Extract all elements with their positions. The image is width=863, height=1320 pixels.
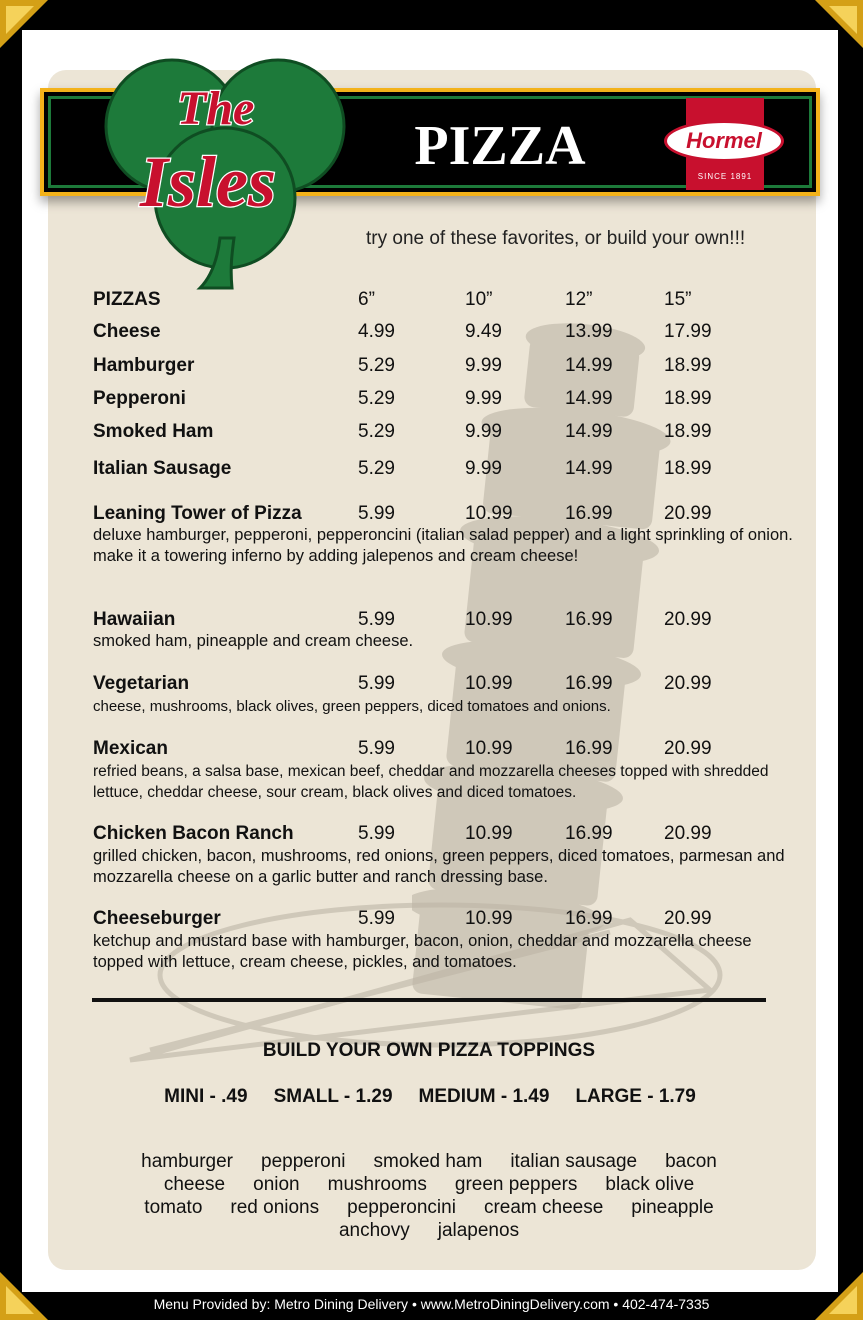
the-isles-shamrock-logo (82, 48, 367, 290)
price-15: 18.99 (664, 355, 712, 376)
price-10: 10.99 (465, 908, 513, 929)
item-description: grilled chicken, bacon, mushrooms, red onions, green peppers, diced tomatoes, parmesan and mozzarella cheese on a garlic butter and ranch dressing base. (93, 847, 785, 886)
menu-item (93, 738, 793, 762)
price-10: 9.49 (465, 321, 502, 342)
menu-item (93, 421, 793, 445)
menu-item (93, 388, 793, 412)
item-name: Leaning Tower of Pizza (93, 503, 302, 524)
price-15: 18.99 (664, 388, 712, 409)
price-12: 14.99 (565, 355, 613, 376)
price-6: 5.99 (358, 823, 395, 844)
topping: tomato (144, 1197, 203, 1218)
size-price-mini: MINI - .49 (164, 1086, 248, 1107)
item-description: deluxe hamburger, pepperoni, pepperoncini (italian salad pepper) and a light sprinkling of onion. make it a towering inferno by adding jalepenos and cream cheese! (93, 526, 793, 565)
price-12: 14.99 (565, 458, 613, 479)
price-15: 20.99 (664, 823, 712, 844)
price-6: 5.99 (358, 673, 395, 694)
header-15-inch: 15” (664, 289, 692, 310)
price-15: 20.99 (664, 609, 712, 630)
topping: cheese (163, 1174, 226, 1195)
price-6: 4.99 (358, 321, 395, 342)
price-12: 16.99 (565, 823, 613, 844)
logo-text-isles: Isles (140, 142, 277, 222)
hormel-brand-text: Hormel (664, 120, 784, 162)
topping: green peppers (454, 1174, 578, 1195)
item-name: Hamburger (93, 355, 195, 376)
price-6: 5.29 (358, 458, 395, 479)
price-15: 20.99 (664, 673, 712, 694)
toppings-list (92, 1150, 766, 1242)
item-name: Cheeseburger (93, 908, 221, 929)
topping: mushrooms (327, 1174, 427, 1195)
topping: onion (253, 1174, 300, 1195)
price-6: 5.99 (358, 908, 395, 929)
menu-item (93, 673, 793, 697)
price-10: 10.99 (465, 673, 513, 694)
price-6: 5.99 (358, 503, 395, 524)
build-your-own-title: BUILD YOUR OWN PIZZA TOPPINGS (262, 1040, 596, 1061)
price-10: 10.99 (465, 738, 513, 759)
price-6: 5.29 (358, 388, 395, 409)
hormel-logo (662, 98, 786, 190)
topping: smoked ham (373, 1151, 483, 1172)
item-description: cheese, mushrooms, black olives, green peppers, diced tomatoes and onions. (93, 698, 611, 715)
topping-size-prices (100, 1086, 760, 1112)
header-12-inch: 12” (565, 289, 593, 310)
topping: jalapenos (437, 1220, 520, 1241)
price-10: 9.99 (465, 421, 502, 442)
price-12: 16.99 (565, 908, 613, 929)
menu-item (93, 609, 793, 633)
price-12: 14.99 (565, 421, 613, 442)
topping: pepperoni (261, 1151, 346, 1172)
menu-item (93, 908, 793, 932)
topping: italian sausage (510, 1151, 638, 1172)
item-name: Cheese (93, 321, 161, 342)
item-name: Mexican (93, 738, 168, 759)
hormel-since-text: SINCE 1891 (697, 172, 753, 181)
topping: hamburger (141, 1151, 234, 1172)
header-pizzas: PIZZAS (93, 289, 161, 310)
price-10: 9.99 (465, 355, 502, 376)
item-description: smoked ham, pineapple and cream cheese. (93, 632, 414, 650)
price-15: 18.99 (664, 458, 712, 479)
price-12: 16.99 (565, 738, 613, 759)
topping: pineapple (631, 1197, 714, 1218)
price-12: 16.99 (565, 503, 613, 524)
price-10: 9.99 (465, 458, 502, 479)
price-6: 5.29 (358, 421, 395, 442)
price-15: 20.99 (664, 738, 712, 759)
item-name: Pepperoni (93, 388, 186, 409)
topping: black olive (605, 1174, 695, 1195)
item-name: Vegetarian (93, 673, 190, 694)
page-title: PIZZA (414, 115, 586, 177)
section-divider (92, 998, 766, 1002)
footer-credits: Menu Provided by: Metro Dining Delivery • www.MetroDiningDelivery.com • 402-474-7335 (153, 1296, 710, 1312)
price-15: 18.99 (664, 421, 712, 442)
price-12: 16.99 (565, 673, 613, 694)
topping: red onions (230, 1197, 320, 1218)
price-12: 16.99 (565, 609, 613, 630)
size-price-small: SMALL - 1.29 (273, 1086, 393, 1107)
logo-text-the: The (177, 82, 255, 135)
menu-item (93, 321, 793, 345)
item-name: Hawaiian (93, 609, 176, 630)
menu-item (93, 503, 793, 527)
size-price-large: LARGE - 1.79 (575, 1086, 696, 1107)
price-6: 5.29 (358, 355, 395, 376)
topping: cream cheese (483, 1197, 604, 1218)
menu-item (93, 355, 793, 379)
price-10: 10.99 (465, 609, 513, 630)
size-price-medium: MEDIUM - 1.49 (418, 1086, 550, 1107)
menu-item (93, 823, 793, 847)
header-6-inch: 6” (358, 289, 375, 310)
price-6: 5.99 (358, 609, 395, 630)
price-12: 13.99 (565, 321, 613, 342)
gold-corner-ornament (0, 0, 48, 48)
price-15: 20.99 (664, 503, 712, 524)
price-6: 5.99 (358, 738, 395, 759)
item-description: ketchup and mustard base with hamburger, bacon, onion, cheddar and mozzarella cheese topped with lettuce, cream cheese, pickles, and tomatoes. (93, 932, 752, 971)
menu-column-headers (93, 289, 793, 313)
item-name: Chicken Bacon Ranch (93, 823, 294, 844)
menu-item (93, 458, 793, 482)
topping: anchovy (338, 1220, 410, 1241)
topping: pepperoncini (347, 1197, 456, 1218)
price-10: 9.99 (465, 388, 502, 409)
item-name: Smoked Ham (93, 421, 214, 442)
tagline: try one of these favorites, or build your own!!! (366, 228, 746, 249)
item-name: Italian Sausage (93, 458, 232, 479)
topping: bacon (665, 1151, 717, 1172)
price-10: 10.99 (465, 823, 513, 844)
header-10-inch: 10” (465, 289, 493, 310)
gold-corner-ornament (815, 0, 863, 48)
price-15: 20.99 (664, 908, 712, 929)
price-15: 17.99 (664, 321, 712, 342)
price-12: 14.99 (565, 388, 613, 409)
item-description: refried beans, a salsa base, mexican beef, cheddar and mozzarella cheeses topped with shredded lettuce, cheddar cheese, sour cream, black olives and diced tomatoes. (93, 763, 769, 801)
price-10: 10.99 (465, 503, 513, 524)
